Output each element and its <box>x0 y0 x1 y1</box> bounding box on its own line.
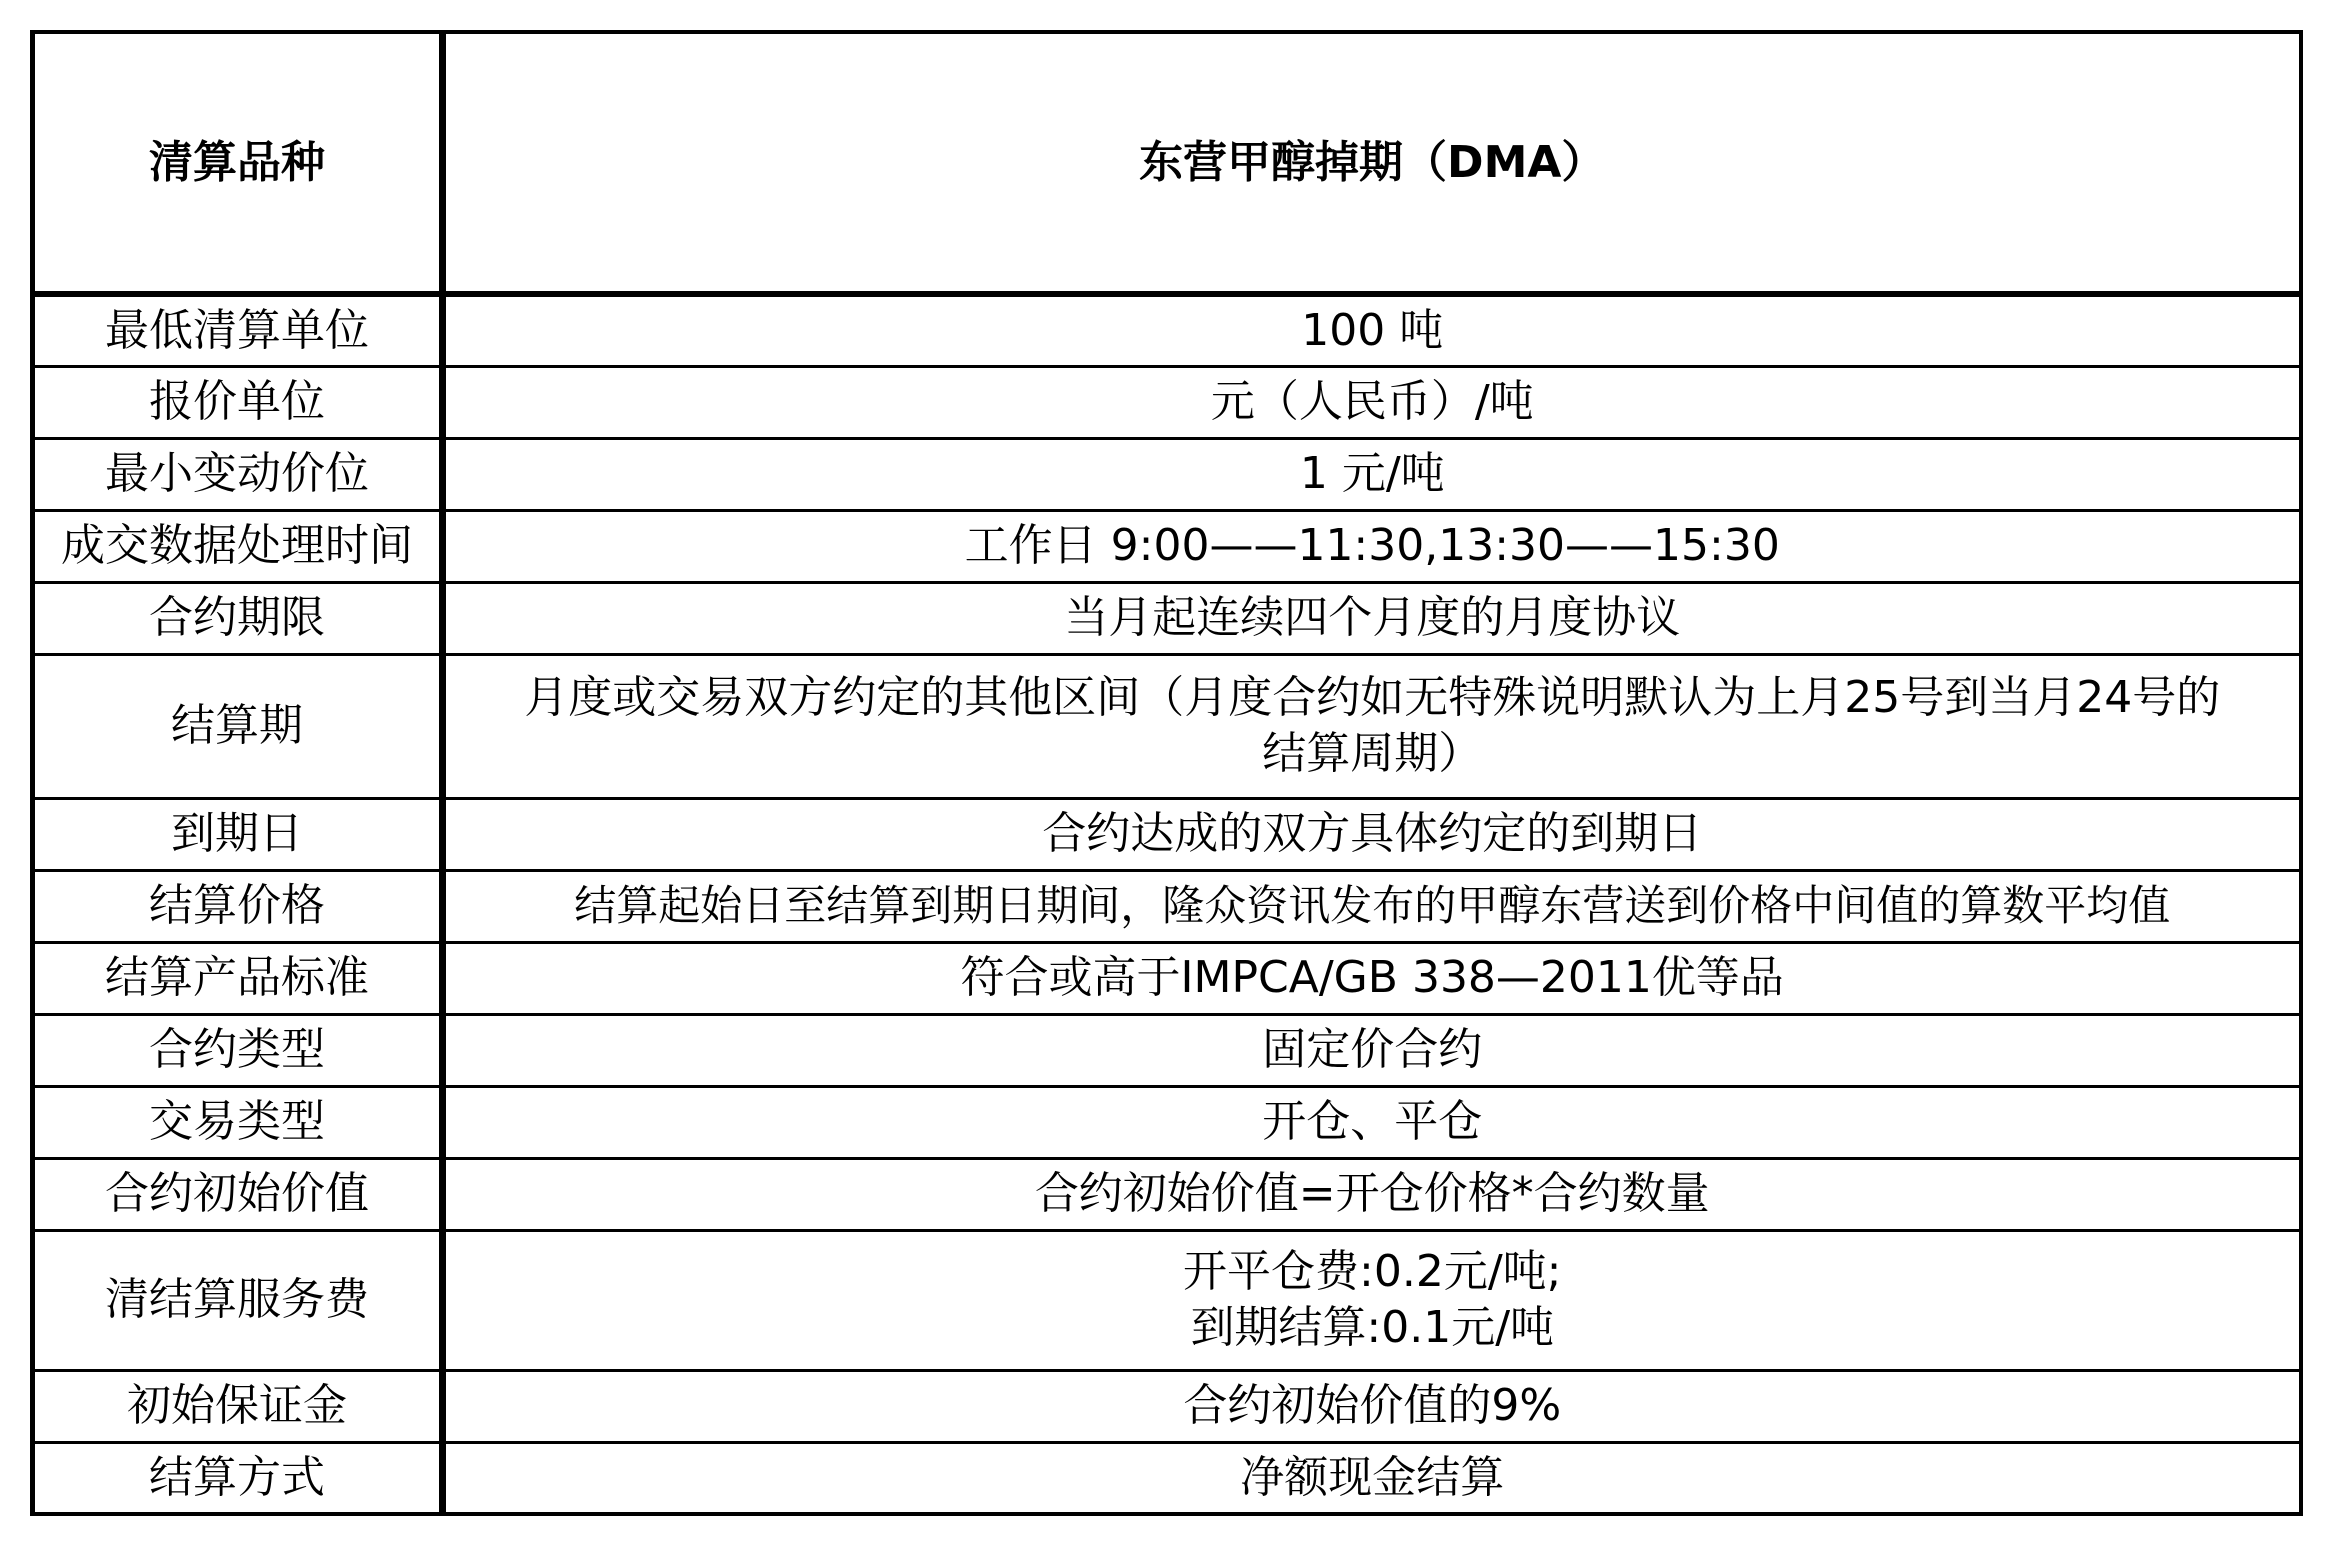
table-row <box>33 1442 2301 1514</box>
row-value: 合约初始价值=开仓价格*合约数量 <box>443 1158 2301 1230</box>
row-label: 清结算服务费 <box>33 1230 443 1370</box>
header-label-cell: 清算品种 <box>33 32 443 294</box>
row-label: 结算价格 <box>33 870 443 942</box>
row-value-line: 结算周期） <box>1262 728 1483 779</box>
table-row <box>33 654 2301 798</box>
row-label: 成交数据处理时间 <box>33 510 443 582</box>
row-value-line: 月度或交易双方约定的其他区间（月度合约如无特殊说明默认为上月25号到当月24号的 <box>524 672 2221 723</box>
table-row <box>33 798 2301 870</box>
table-row <box>33 1230 2301 1370</box>
row-value: 合约达成的双方具体约定的到期日 <box>443 798 2301 870</box>
row-value: 符合或高于IMPCA/GB 338—2011优等品 <box>443 942 2301 1014</box>
row-value: 当月起连续四个月度的月度协议 <box>443 582 2301 654</box>
row-value: 合约初始价值的9% <box>443 1370 2301 1442</box>
table-row <box>33 510 2301 582</box>
table-row <box>33 870 2301 942</box>
row-value: 净额现金结算 <box>443 1442 2301 1514</box>
table-row <box>33 294 2301 366</box>
row-label: 合约期限 <box>33 582 443 654</box>
row-value-line: 到期结算:0.1元/吨 <box>1190 1302 1555 1353</box>
header-value-cell: 东营甲醇掉期（DMA） <box>443 32 2301 294</box>
row-label: 结算期 <box>33 654 443 798</box>
row-label: 初始保证金 <box>33 1370 443 1442</box>
table-row <box>33 942 2301 1014</box>
row-value: 结算起始日至结算到期日期间，隆众资讯发布的甲醇东营送到价格中间值的算数平均值 <box>443 870 2301 942</box>
row-label: 报价单位 <box>33 366 443 438</box>
table-row <box>33 1014 2301 1086</box>
table-row <box>33 438 2301 510</box>
row-value: 开仓、平仓 <box>443 1086 2301 1158</box>
row-label: 结算方式 <box>33 1442 443 1514</box>
row-label: 最低清算单位 <box>33 294 443 366</box>
table-row <box>33 1086 2301 1158</box>
table-row <box>33 1158 2301 1230</box>
row-label: 结算产品标准 <box>33 942 443 1014</box>
table-row <box>33 366 2301 438</box>
row-value: 元（人民币）/吨 <box>443 366 2301 438</box>
row-value <box>443 654 2301 798</box>
contract-spec-table <box>30 30 2303 1516</box>
table-row <box>33 1370 2301 1442</box>
row-value-line: 开平仓费:0.2元/吨; <box>1183 1246 1562 1297</box>
row-value <box>443 1230 2301 1370</box>
row-label: 到期日 <box>33 798 443 870</box>
row-value: 工作日 9:00——11:30,13:30——15:30 <box>443 510 2301 582</box>
table-row <box>33 582 2301 654</box>
row-label: 最小变动价位 <box>33 438 443 510</box>
row-label: 合约类型 <box>33 1014 443 1086</box>
row-label: 交易类型 <box>33 1086 443 1158</box>
row-value: 100 吨 <box>443 294 2301 366</box>
table-header-row <box>33 32 2301 294</box>
row-label: 合约初始价值 <box>33 1158 443 1230</box>
row-value: 固定价合约 <box>443 1014 2301 1086</box>
row-value: 1 元/吨 <box>443 438 2301 510</box>
